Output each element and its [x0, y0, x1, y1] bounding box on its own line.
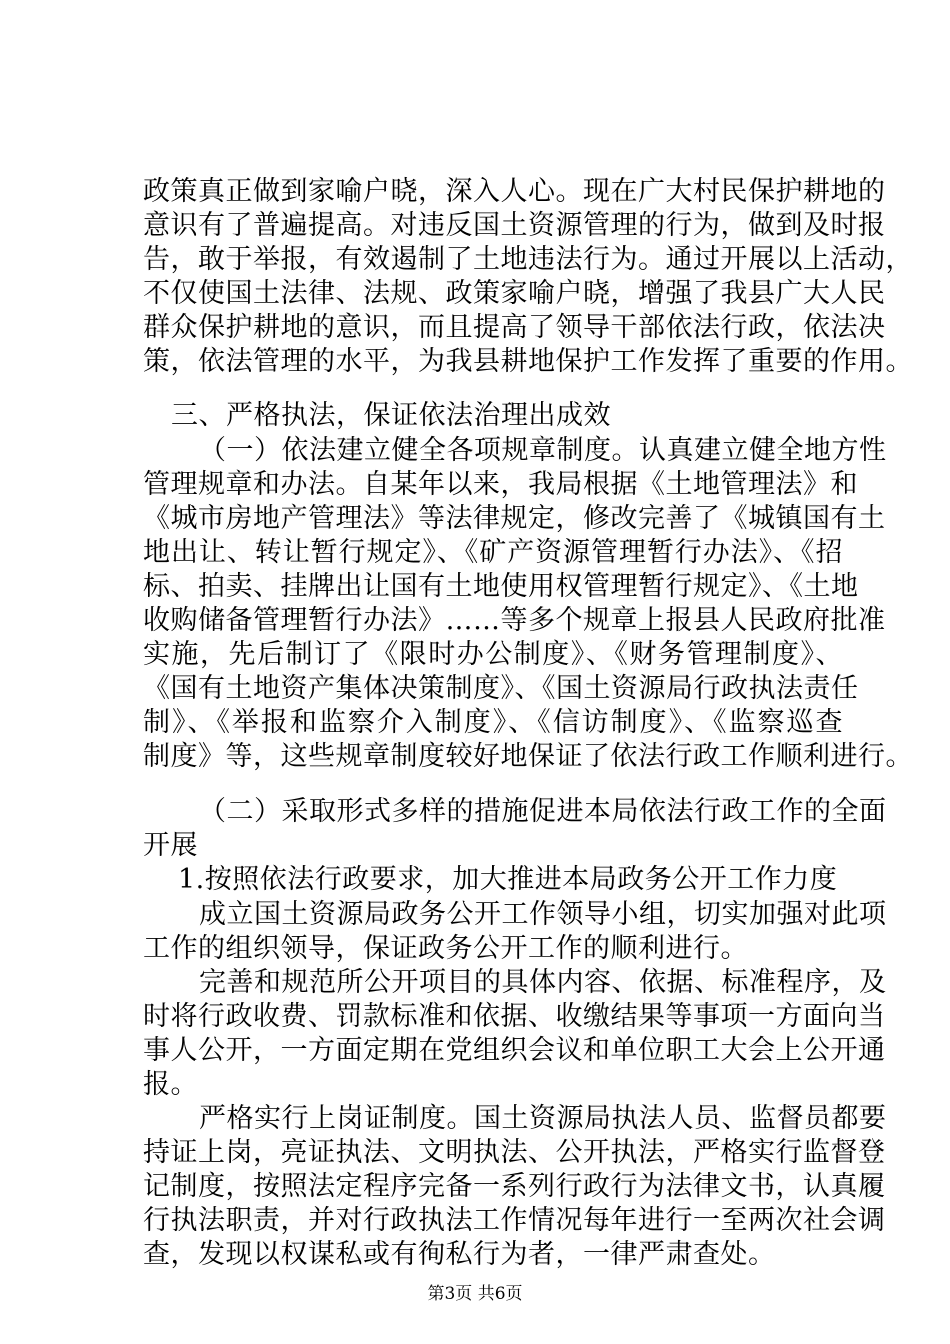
paragraph-2-line-2: 管理规章和办法。自某年以来，我局根据《土地管理法》和: [143, 469, 858, 500]
paragraph-2-line-5: 标、拍卖、挂牌出让国有土地使用权管理暂行规定》、《土地: [143, 571, 859, 602]
paragraph-5-line-1: 成立国土资源局政务公开工作领导小组，切实加强对此项: [199, 899, 887, 930]
paragraph-1-line-4: 不仅使国土法律、法规、政策家喻户晓，增强了我县广大人民: [143, 278, 886, 309]
paragraph-6-line-1: 完善和规范所公开项目的具体内容、依据、标准程序，及: [199, 967, 887, 998]
paragraph-7-line-4: 行执法职责，并对行政执法工作情况每年进行一至两次社会调: [143, 1205, 886, 1236]
paragraph-1-line-6: 策，依法管理的水平，为我县耕地保护工作发挥了重要的作用。: [143, 346, 913, 377]
paragraph-2-line-7: 实施，先后制订了《限时办公制度》、《财务管理制度》、: [143, 639, 843, 670]
paragraph-1-line-5: 群众保护耕地的意识，而且提高了领导干部依法行政，依法决: [143, 312, 886, 343]
paragraph-7-line-5: 查，发现以权谋私或有徇私行为者，一律严肃查处。: [143, 1239, 776, 1270]
paragraph-1-line-3: 告，敢于举报，有效遏制了土地违法行为。通过开展以上活动，: [143, 244, 913, 275]
paragraph-2-line-10: 制度》等，这些规章制度较好地保证了依法行政工作顺利进行。: [143, 741, 913, 772]
paragraph-1-line-2: 意识有了普遍提高。对违反国土资源管理的行为，做到及时报: [143, 210, 886, 241]
section-heading-3: 三、严格执法，保证依法治理出成效: [171, 400, 611, 431]
paragraph-2-line-3: 《城市房地产管理法》等法律规定，修改完善了《城镇国有土: [143, 503, 886, 534]
paragraph-1-line-1: 政策真正做到家喻户晓，深入人心。现在广大村民保护耕地的: [143, 176, 886, 207]
paragraph-2-line-4: 地出让、转让暂行规定》、《矿产资源管理暂行办法》、《招: [143, 537, 843, 568]
numbered-item-1: 1.按照依法行政要求，加大推进本局政务公开工作力度: [178, 864, 838, 895]
paragraph-6-line-4: 报。: [143, 1069, 198, 1100]
paragraph-2-line-8: 《国有土地资产集体决策制度》、《国土资源局行政执法责任: [143, 673, 859, 704]
paragraph-7-line-3: 记制度，按照法定程序完备一系列行政行为法律文书，认真履: [143, 1171, 886, 1202]
paragraph-6-line-3: 事人公开，一方面定期在党组织会议和单位职工大会上公开通: [143, 1035, 886, 1066]
paragraph-3-line-2: 开展: [143, 830, 198, 861]
page-number-footer: 第3页 共6页: [427, 1284, 523, 1304]
paragraph-2-line-9: 制》、《举报和监察介入制度》、《信访制度》、《监察巡查: [143, 707, 843, 738]
paragraph-7-line-2: 持证上岗，亮证执法、文明执法、公开执法，严格实行监督登: [143, 1137, 886, 1168]
paragraph-6-line-2: 时将行政收费、罚款标准和依据、收缴结果等事项一方面向当: [143, 1001, 886, 1032]
paragraph-2-line-1: （一）依法建立健全各项规章制度。认真建立健全地方性: [199, 435, 887, 466]
paragraph-2-line-6: 收购储备管理暂行办法》……等多个规章上报县人民政府批准: [143, 605, 886, 636]
paragraph-3-line-1: （二）采取形式多样的措施促进本局依法行政工作的全面: [199, 796, 887, 827]
paragraph-5-line-2: 工作的组织领导，保证政务公开工作的顺利进行。: [143, 933, 748, 964]
paragraph-7-line-1: 严格实行上岗证制度。国土资源局执法人员、监督员都要: [199, 1103, 887, 1134]
